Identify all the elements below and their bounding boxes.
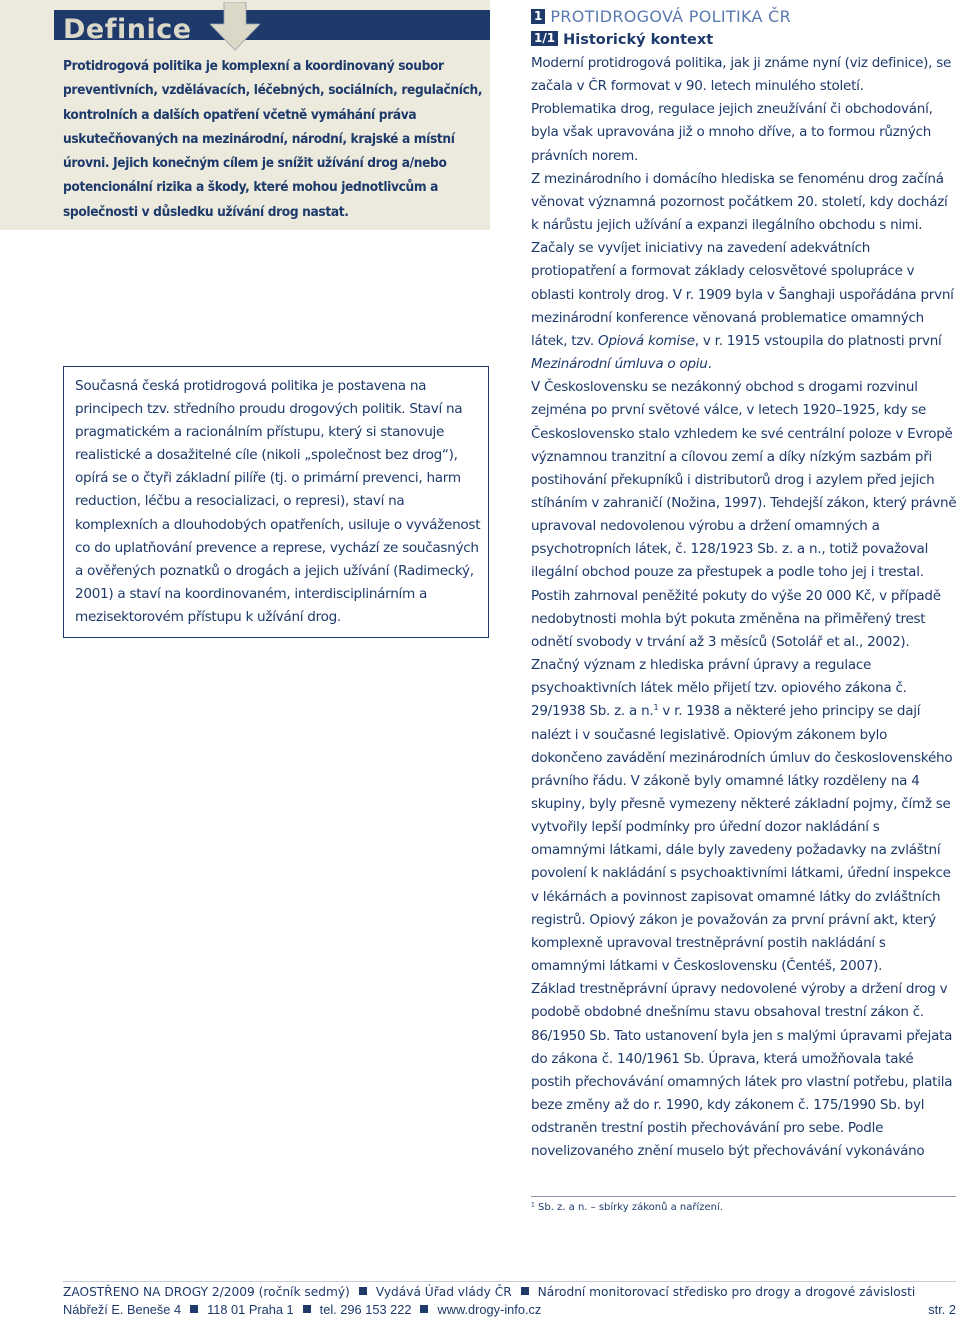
paragraph: Problematika drog, regulace jejich zneužívání či obchodování, byla však upravována již o mnoho dříve, a to formou různých právních norem. <box>531 101 933 164</box>
footnote-text: Sb. z. a n. – sbírky zákonů a nařízení. <box>534 1202 723 1213</box>
section-title: PROTIDROGOVÁ POLITIKA ČR <box>550 7 792 26</box>
footer-address <box>63 1302 541 1318</box>
text-run: . <box>707 356 712 373</box>
emphasis: Opiová komise <box>597 332 695 349</box>
footer-street: Nábřeží E. Beneše 4 <box>63 1302 182 1317</box>
square-bullet-icon <box>420 1305 428 1313</box>
square-bullet-icon <box>359 1287 367 1295</box>
footer-publisher: Vydává Úřad vlády ČR <box>375 1285 512 1299</box>
body-text <box>531 52 957 1164</box>
footnote <box>531 1200 723 1216</box>
text-run: Začaly se vyvíjet iniciativy na zavedení adekvátních protiopatření a formovat základy celosvětové spolupráce v oblasti kontroly drog. V r. 1909 byla v Šanghaji uspořádána první mezinárodní konference věnovaná problematice omamných látek, tzv. <box>531 240 954 349</box>
section-number: 1 <box>531 9 545 24</box>
footnote-number: 1 <box>531 1201 535 1209</box>
subsection-number: 1/1 <box>531 31 558 46</box>
footnote-divider <box>531 1196 956 1197</box>
footer-line-1 <box>63 1284 956 1300</box>
paragraph <box>531 376 957 978</box>
footer-publication <box>63 1284 915 1300</box>
footnote-ref[interactable]: 1 <box>653 702 659 713</box>
footer-city: 118 01 Praha 1 <box>207 1302 294 1317</box>
arrow-down-icon <box>210 2 260 52</box>
subsection-heading <box>531 30 713 50</box>
footer-website-link[interactable]: www.drogy-info.cz <box>437 1302 542 1317</box>
footer-line-2 <box>63 1302 956 1318</box>
footer-journal: ZAOSTŘENO NA DROGY 2/2009 (ročník sedmý) <box>63 1285 350 1299</box>
emphasis: Mezinárodní úmluva o opiu <box>531 356 708 373</box>
footer-phone: tel. 296 153 222 <box>319 1302 412 1317</box>
text-run: , v r. 1915 vstoupila do platnosti první <box>694 332 942 349</box>
paragraph: Moderní protidrogová politika, jak ji známe nyní (viz definice), se začala v ČR formovat v 90. letech minulého století. <box>531 55 952 95</box>
definition-title: Definice <box>63 14 192 45</box>
text-run: v r. 1938 a některé jeho principy se dají nalézt i v současné legislativě. Opiovým zákonem bylo dokončeno zavádění mezinárodních úmluv do československého právního řádu. V zákoně byly omamné látky rozděleny na 4 skupiny, byly přesně vymezeny některé základní pojmy, čímž se vytvořily lepší podmínky pro úřední dozor nakládání s omamnými látkami, dále byly zavedeny požadavky na zvláštní povolení k nakládání s psychoaktivními látkami, úřední inspekce v lékárnách a povinnost zapisovat omamné látky do zvláštních registrů. Opiový zákon je považován za první právní akt, který komplexně upravoval trestněprávní postih nakládání s omamnými látkami v Československu (Čentéš, 2007). <box>531 703 953 975</box>
square-bullet-icon <box>303 1305 311 1313</box>
paragraph: Z mezinárodního i domácího hlediska se fenoménu drog začíná věnovat významná pozornost počátkem 20. století, kdy dochází k nárůstu jejich užívání a expanzi ilegálního obchodu s nimi. <box>531 170 948 234</box>
square-bullet-icon <box>521 1287 529 1295</box>
text-run: V Československu se nezákonný obchod s drogami rozvinul zejména po první světové válce, v letech 1920–1925, kdy se Československo stalo vzhledem ke své centrální poloze v Evropě významnou tranzitní a cílovou zemí a díky nízkým sazbám při postihování překupníků i distributorů drog i azylem před jejich stíháním v zahraničí (Nožina, 1997). Tehdejší zákon, který právně upravoval nedovolenou výrobu a držení omamných a psychotropních látek, č. 128/1923 Sb. z. a n., totiž považoval ilegální obchod pouze za přestupek a podle toho jej i trestal. Postih zahrnoval peněžité pokuty do výše 20 000 Kč, v případě nedobytnosti mohla být pokuta změněna na přiměřený trest odnětí svobody v trvání až 3 měsíců (Sotolář et al., 2002). Značný význam z hlediska právní úpravy a regulace psychoaktivních látek mělo přijetí tzv. opiového zákona č. 29/1938 Sb. z. a n. <box>531 379 957 720</box>
subsection-title: Historický kontext <box>563 32 714 48</box>
footer-divider <box>63 1281 956 1282</box>
square-bullet-icon <box>190 1305 198 1313</box>
footer-institution: Národní monitorovací středisko pro drogy a drogové závislosti <box>537 1285 916 1299</box>
paragraph <box>531 237 957 376</box>
section-heading <box>531 6 791 28</box>
policy-box-text: Současná česká protidrogová politika je postavena na principech tzv. středního proudu drogových politik. Staví na pragmatickém a racionálním přístupu, který si stanovuje realistické a dosažitelné cíle (nikoli „společnost bez drog“), opírá se o čtyři základní pilíře (tj. o primární prevenci, harm reduction, léčbu a resocializaci, o represi), staví na komplexních a dlouhodobých opatřeních, usiluje o vyváženost co do uplatňování prevence a represe, vychází ze současných a ověřených poznatků o drogách a jejich užívání (Radimecký, 2001) a staví na koordinovaném, interdisciplinárním a mezisektorovém přístupu k užívání drog. <box>75 378 481 625</box>
paragraph: Základ trestněprávní úpravy nedovolené výroby a držení drog v podobě obdobné dnešnímu stavu obsahoval trestní zákon č. 86/1950 Sb. Tato ustanovení byla jen s malými úpravami přejata do zákona č. 140/1961 Sb. Úprava, která umožňovala také postih přechovávání omamných látek pro vlastní potřebu, platila beze změny až do r. 1990, kdy zákonem č. 175/1990 Sb. byl odstraněn trestní postih přechovávání pro sebe. Podle novelizovaného znění muselo být přechovávání vykonáváno <box>531 981 953 1160</box>
page-number: str. 2 <box>928 1302 956 1317</box>
definition-text: Protidrogová politika je komplexní a koordinovaný soubor preventivních, vzdělávacích, léčebných, sociálních, regulačních, kontrolních a dalších opatření včetně vymáhání práva uskutečňovaných na mezinárodní, národní, krajské a místní úrovni. Jejich konečným cílem je snížit užívání drog a/nebo potencionální rizika a škody, které mohou jednotlivcům a společnosti v důsledku užívání drog nastat. <box>63 58 483 220</box>
